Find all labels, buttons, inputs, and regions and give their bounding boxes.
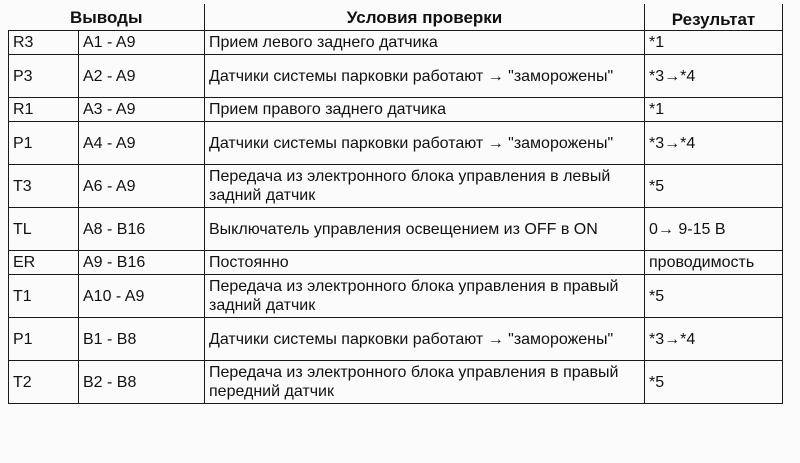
- condition-cell: Передача из электронного блока управления в левый задний датчик: [205, 165, 645, 208]
- condition-cell: Передача из электронного блока управления в правый задний датчик: [205, 275, 645, 318]
- result-cell: *3→*4: [645, 318, 783, 361]
- table-row: [9, 361, 783, 404]
- condition-cell: Передача из электронного блока управления в правый передний датчик: [205, 361, 645, 404]
- range-cell: A10 - A9: [79, 275, 205, 318]
- range-cell: A8 - B16: [79, 208, 205, 251]
- range-cell: B2 - B8: [79, 361, 205, 404]
- condition-cell: Прием правого заднего датчика: [205, 98, 645, 122]
- pin-cell: T3: [9, 165, 79, 208]
- result-cell: *5: [645, 275, 783, 318]
- table-row: [9, 98, 783, 122]
- pin-cell: TL: [9, 208, 79, 251]
- result-cell: *3→*4: [645, 55, 783, 98]
- range-cell: A6 - A9: [79, 165, 205, 208]
- pin-cell: T1: [9, 275, 79, 318]
- condition-cell: Датчики системы парковки работают → "заморожены": [205, 55, 645, 98]
- range-cell: A3 - A9: [79, 98, 205, 122]
- header-result: Результат: [645, 4, 783, 31]
- range-cell: A9 - B16: [79, 251, 205, 275]
- range-cell: A1 - A9: [79, 31, 205, 55]
- pin-cell: T2: [9, 361, 79, 404]
- result-cell: *5: [645, 165, 783, 208]
- condition-cell: Постоянно: [205, 251, 645, 275]
- pin-cell: P1: [9, 318, 79, 361]
- condition-cell: Датчики системы парковки работают → "заморожены": [205, 122, 645, 165]
- table-row: [9, 251, 783, 275]
- pin-cell: ER: [9, 251, 79, 275]
- table-row: [9, 122, 783, 165]
- result-cell: *1: [645, 98, 783, 122]
- table-row: [9, 31, 783, 55]
- header-pins: Выводы: [9, 4, 205, 31]
- table-row: [9, 318, 783, 361]
- result-cell: *3→*4: [645, 122, 783, 165]
- table-header-row: [9, 4, 783, 31]
- header-conditions: Условия проверки: [205, 4, 645, 31]
- table-row: [9, 275, 783, 318]
- result-cell: *5: [645, 361, 783, 404]
- range-cell: A2 - A9: [79, 55, 205, 98]
- table-row: [9, 208, 783, 251]
- pin-cell: R1: [9, 98, 79, 122]
- condition-cell: Прием левого заднего датчика: [205, 31, 645, 55]
- range-cell: B1 - B8: [79, 318, 205, 361]
- result-cell: *1: [645, 31, 783, 55]
- pin-check-table: [8, 4, 783, 404]
- pin-cell: P1: [9, 122, 79, 165]
- range-cell: A4 - A9: [79, 122, 205, 165]
- pin-cell: P3: [9, 55, 79, 98]
- condition-cell: Датчики системы парковки работают → "заморожены": [205, 318, 645, 361]
- result-cell: 0→ 9-15 В: [645, 208, 783, 251]
- condition-cell: Выключатель управления освещением из OFF в ON: [205, 208, 645, 251]
- table-row: [9, 165, 783, 208]
- pin-cell: R3: [9, 31, 79, 55]
- table-row: [9, 55, 783, 98]
- result-cell: проводимость: [645, 251, 783, 275]
